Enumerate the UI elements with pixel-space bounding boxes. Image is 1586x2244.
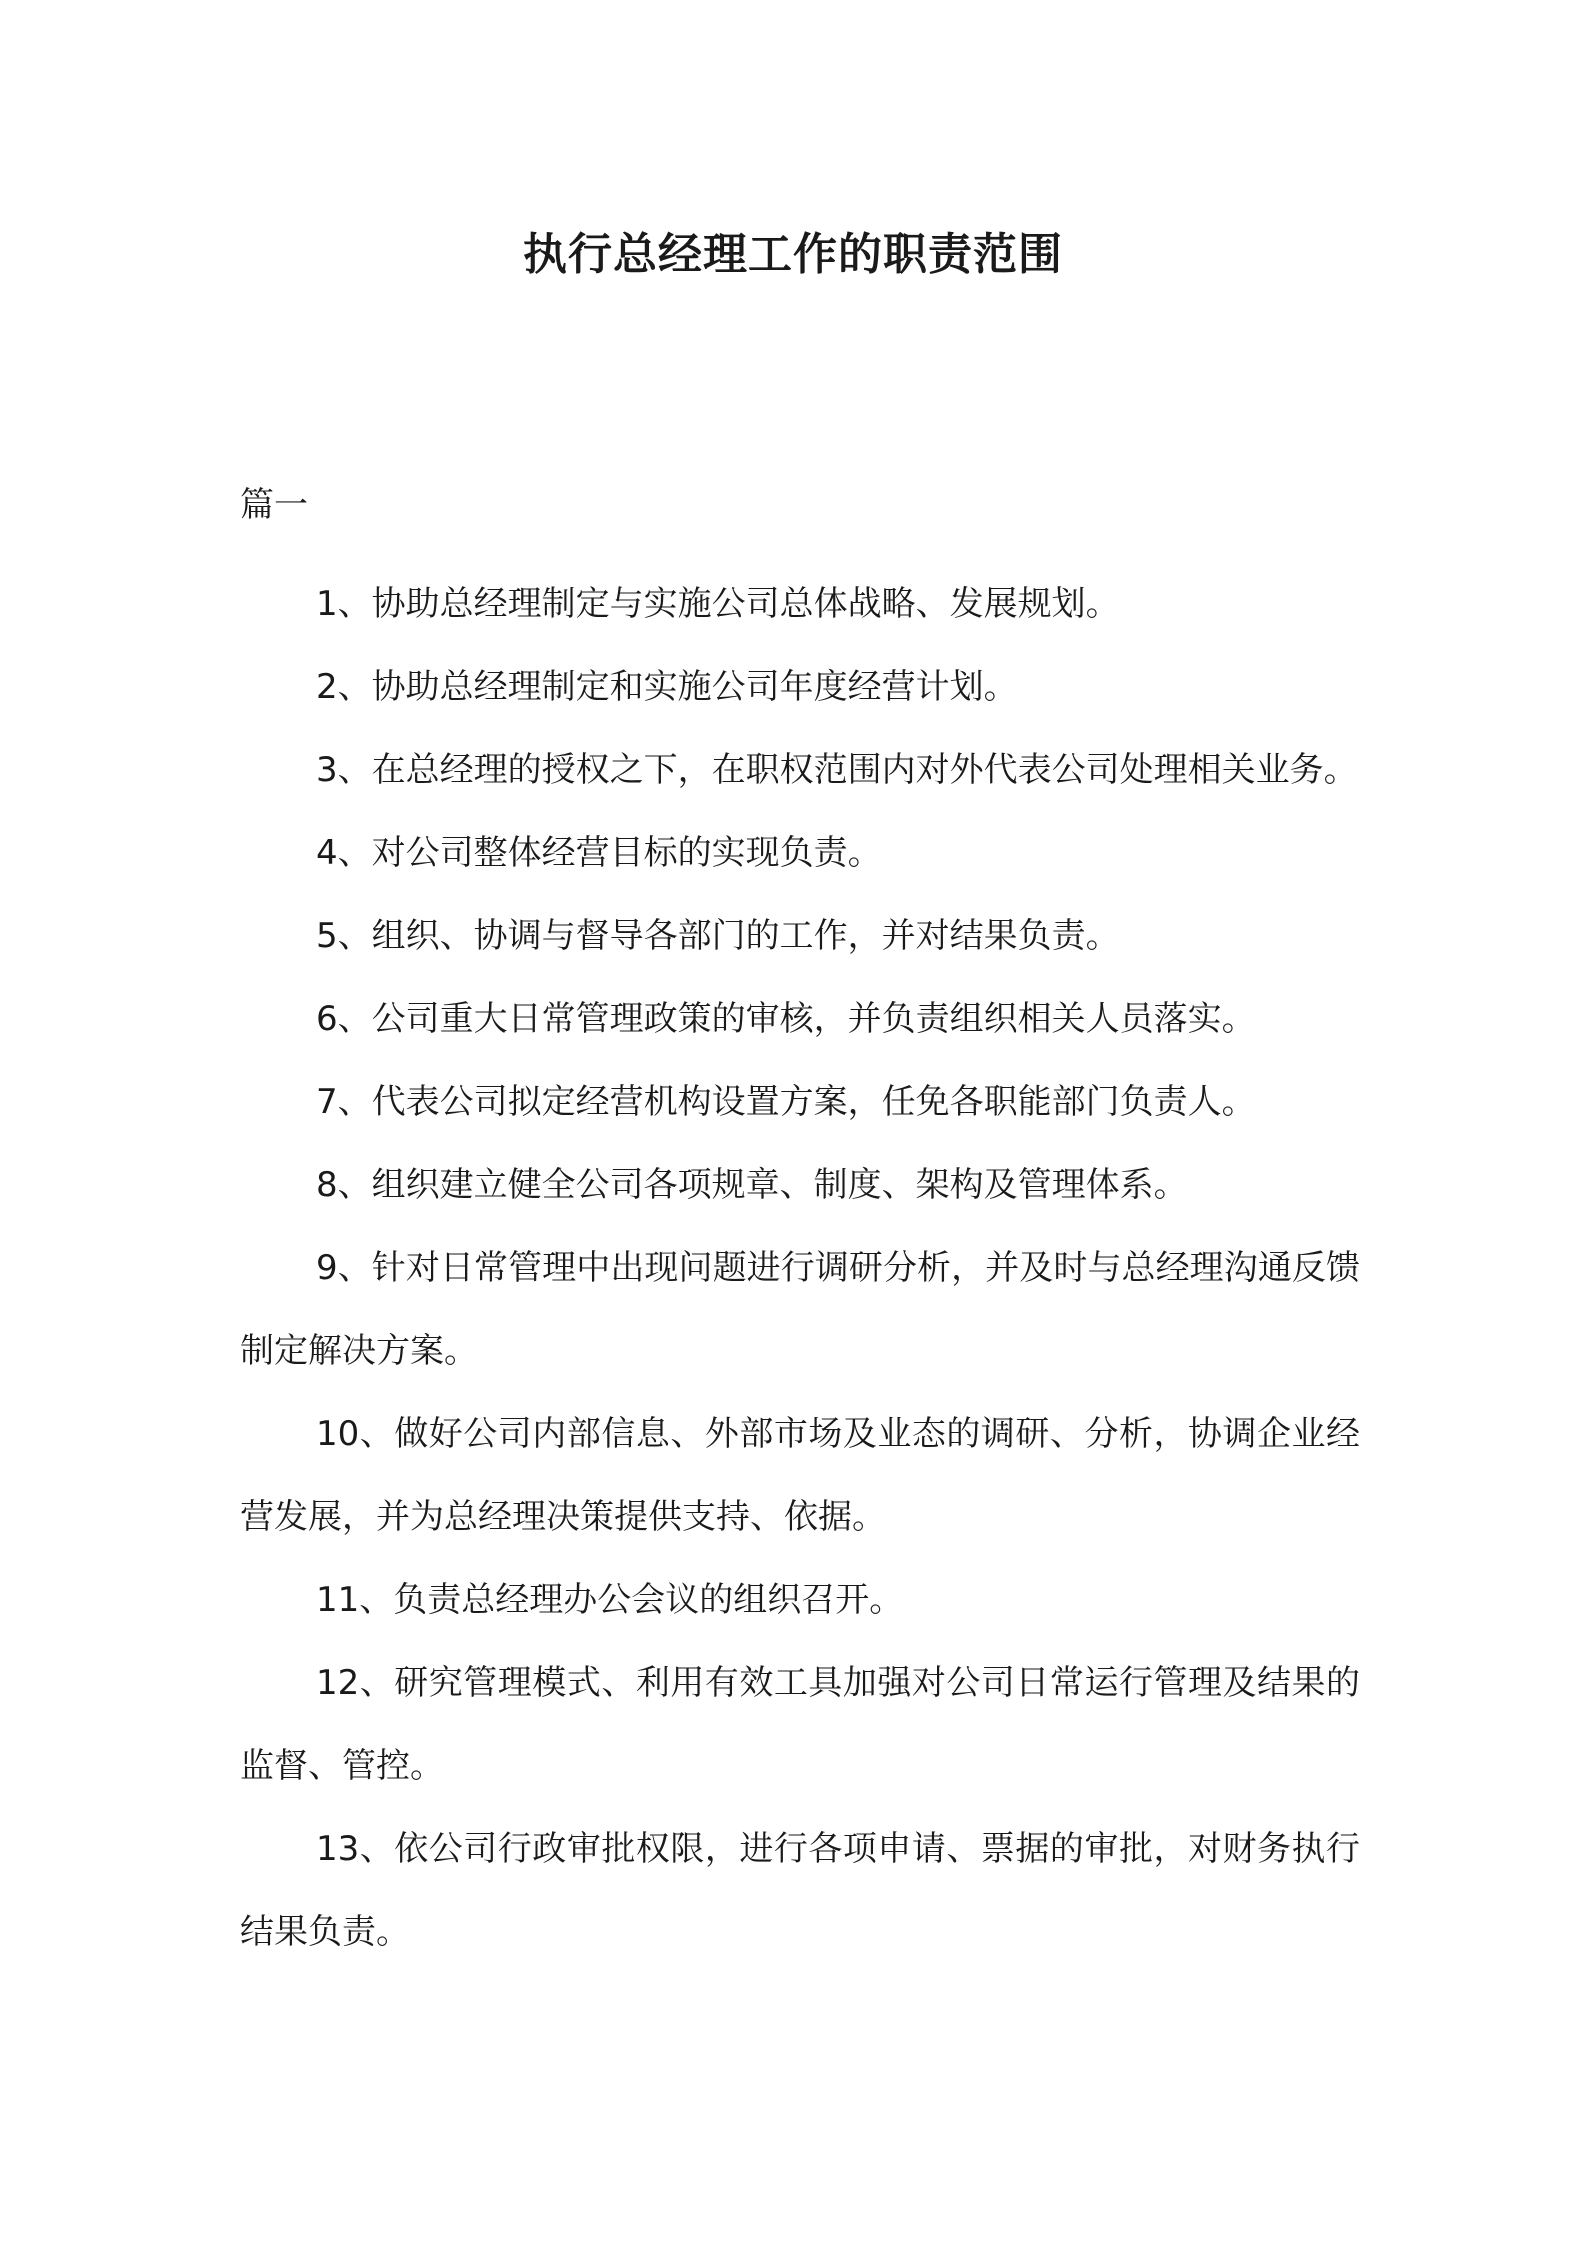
list-item-10: 10、做好公司内部信息、外部市场及业态的调研、分析，协调企业经营发展，并为总经理决策提供支持、依据。: [240, 1414, 1360, 1537]
list-item-6: 6、公司重大日常管理政策的审核，并负责组织相关人员落实。: [316, 999, 1256, 1039]
list-item-1: 1、协助总经理制定与实施公司总体战略、发展规划。: [316, 584, 1120, 624]
list-item-11: 11、负责总经理办公会议的组织召开。: [316, 1580, 904, 1620]
section-label: 篇一: [240, 485, 308, 525]
list-item-4: 4、对公司整体经营目标的实现负责。: [316, 833, 882, 873]
list-item-7: 7、代表公司拟定经营机构设置方案，任免各职能部门负责人。: [316, 1082, 1256, 1122]
list-item-5: 5、组织、协调与督导各部门的工作，并对结果负责。: [316, 916, 1120, 956]
document-body: [240, 563, 1360, 1974]
list-item-3: 3、在总经理的授权之下，在职权范围内对外代表公司处理相关业务。: [316, 750, 1358, 790]
document-title: 执行总经理工作的职责范围: [523, 229, 1063, 280]
list-item-9: 9、针对日常管理中出现问题进行调研分析，并及时与总经理沟通反馈制定解决方案。: [240, 1248, 1360, 1371]
list-item-12: 12、研究管理模式、利用有效工具加强对公司日常运行管理及结果的监督、管控。: [240, 1663, 1360, 1786]
list-item-8: 8、组织建立健全公司各项规章、制度、架构及管理体系。: [316, 1165, 1188, 1205]
list-item-2: 2、协助总经理制定和实施公司年度经营计划。: [316, 667, 1018, 707]
list-item-13: 13、依公司行政审批权限，进行各项申请、票据的审批，对财务执行结果负责。: [240, 1829, 1360, 1952]
